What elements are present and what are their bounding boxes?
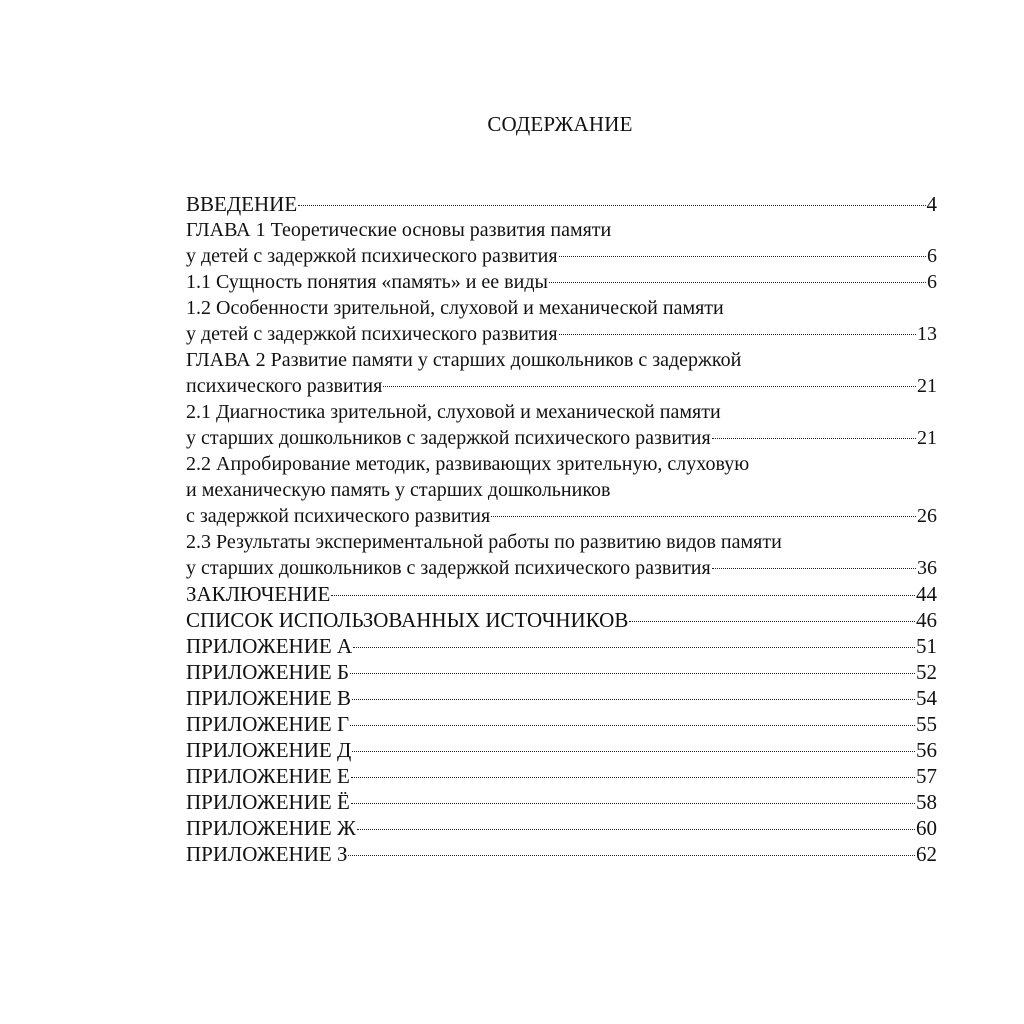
toc-entry-text: ГЛАВА 2 Развитие памяти у старших дошкольников с задержкой [186, 349, 742, 371]
toc-entry [186, 685, 937, 711]
toc-entry-text: ПРИЛОЖЕНИЕ Ё [186, 790, 350, 814]
toc-entry [186, 633, 937, 659]
toc-entry [186, 451, 937, 477]
toc-page-number: 58 [916, 790, 937, 814]
toc-entry-text: 1.1 Сущность понятия «память» и ее виды [186, 271, 548, 293]
toc-entry [186, 347, 937, 373]
toc-entry [186, 321, 937, 347]
toc-page-number: 44 [916, 582, 937, 606]
toc-page-number: 52 [916, 660, 937, 684]
toc-entry-text: ГЛАВА 1 Теоретические основы развития памяти [186, 219, 612, 241]
toc-entry-text: у старших дошкольников с задержкой психического развития [186, 427, 711, 449]
toc-entry-text: 2.3 Результаты экспериментальной работы по развитию видов памяти [186, 531, 782, 553]
toc-entry [186, 503, 937, 529]
dot-leader [352, 751, 915, 752]
toc-page-number: 51 [916, 634, 937, 658]
toc-entry-text: 2.1 Диагностика зрительной, слуховой и механической памяти [186, 401, 721, 423]
toc-entry-text: ПРИЛОЖЕНИЕ Ж [186, 816, 356, 840]
toc-entry-text: ВВЕДЕНИЕ [186, 192, 298, 216]
toc-page-number: 55 [916, 712, 937, 736]
toc-entry-text: ПРИЛОЖЕНИЕ Е [186, 764, 350, 788]
toc-entry-text: ПРИЛОЖЕНИЕ А [186, 634, 353, 658]
toc-entry-text: 2.2 Апробирование методик, развивающих зрительную, слуховую [186, 453, 750, 475]
toc-page-number: 60 [916, 816, 937, 840]
toc-entry [186, 191, 937, 217]
toc-entry-text: и механическую память у старших дошкольников [186, 479, 611, 501]
toc-entry-text: ПРИЛОЖЕНИЕ Г [186, 712, 350, 736]
toc-entry [186, 607, 937, 633]
toc-entry-text: ЗАКЛЮЧЕНИЕ [186, 582, 331, 606]
dot-leader [712, 438, 916, 439]
dot-leader [350, 673, 915, 674]
toc-entry-text: с задержкой психического развития [186, 505, 491, 527]
dot-leader [559, 256, 926, 257]
toc-entry-text: у старших дошкольников с задержкой психического развития [186, 557, 711, 579]
toc-entry-text: ПРИЛОЖЕНИЕ З [186, 842, 348, 866]
toc-page-number: 6 [927, 271, 937, 293]
dot-leader [351, 803, 915, 804]
toc-entry-text: у детей с задержкой психического развития [186, 245, 558, 267]
dot-leader [712, 568, 916, 569]
dot-leader [350, 725, 915, 726]
toc-page-number: 21 [917, 427, 937, 449]
toc-entry [186, 841, 937, 867]
toc-page-number: 21 [917, 375, 937, 397]
toc-entry-text: ПРИЛОЖЕНИЕ Д [186, 738, 352, 762]
toc-entry-text: ПРИЛОЖЕНИЕ В [186, 686, 351, 710]
toc-entry [186, 269, 937, 295]
dot-leader [357, 829, 915, 830]
toc-page-number: 13 [917, 323, 937, 345]
toc-page-number: 54 [916, 686, 937, 710]
dot-leader [559, 334, 916, 335]
dot-leader [383, 386, 916, 387]
toc-page-number: 56 [916, 738, 937, 762]
toc-entry [186, 399, 937, 425]
toc-entry-text: ПРИЛОЖЕНИЕ Б [186, 660, 350, 684]
dot-leader [549, 282, 926, 283]
dot-leader [353, 647, 915, 648]
page-title: СОДЕРЖАНИЕ [487, 112, 633, 136]
toc-entry [186, 477, 937, 503]
toc-entry [186, 373, 937, 399]
toc-entry [186, 217, 937, 243]
toc-entry-text: психического развития [186, 375, 383, 397]
toc-page-number: 36 [917, 557, 937, 579]
dot-leader [629, 621, 915, 622]
toc-entry [186, 763, 937, 789]
toc-entry-text: 1.2 Особенности зрительной, слуховой и механической памяти [186, 297, 724, 319]
dot-leader [352, 699, 915, 700]
toc-entry [186, 295, 937, 321]
toc-entry [186, 243, 937, 269]
toc-entry [186, 711, 937, 737]
toc-page-number: 6 [927, 245, 937, 267]
table-of-contents [186, 191, 937, 867]
dot-leader [331, 595, 915, 596]
toc-entry [186, 581, 937, 607]
toc-page-number: 26 [917, 505, 937, 527]
toc-page-number: 57 [916, 764, 937, 788]
toc-entry [186, 737, 937, 763]
toc-page-number: 4 [926, 192, 937, 216]
toc-entry-text: у детей с задержкой психического развития [186, 323, 558, 345]
toc-entry [186, 789, 937, 815]
toc-entry [186, 425, 937, 451]
toc-page-number: 46 [916, 608, 937, 632]
dot-leader [348, 855, 915, 856]
toc-entry [186, 529, 937, 555]
toc-page-number: 62 [916, 842, 937, 866]
dot-leader [491, 516, 916, 517]
toc-entry [186, 555, 937, 581]
dot-leader [351, 777, 915, 778]
dot-leader [298, 205, 925, 206]
toc-entry-text: СПИСОК ИСПОЛЬЗОВАННЫХ ИСТОЧНИКОВ [186, 608, 629, 632]
toc-entry [186, 659, 937, 685]
toc-entry [186, 815, 937, 841]
